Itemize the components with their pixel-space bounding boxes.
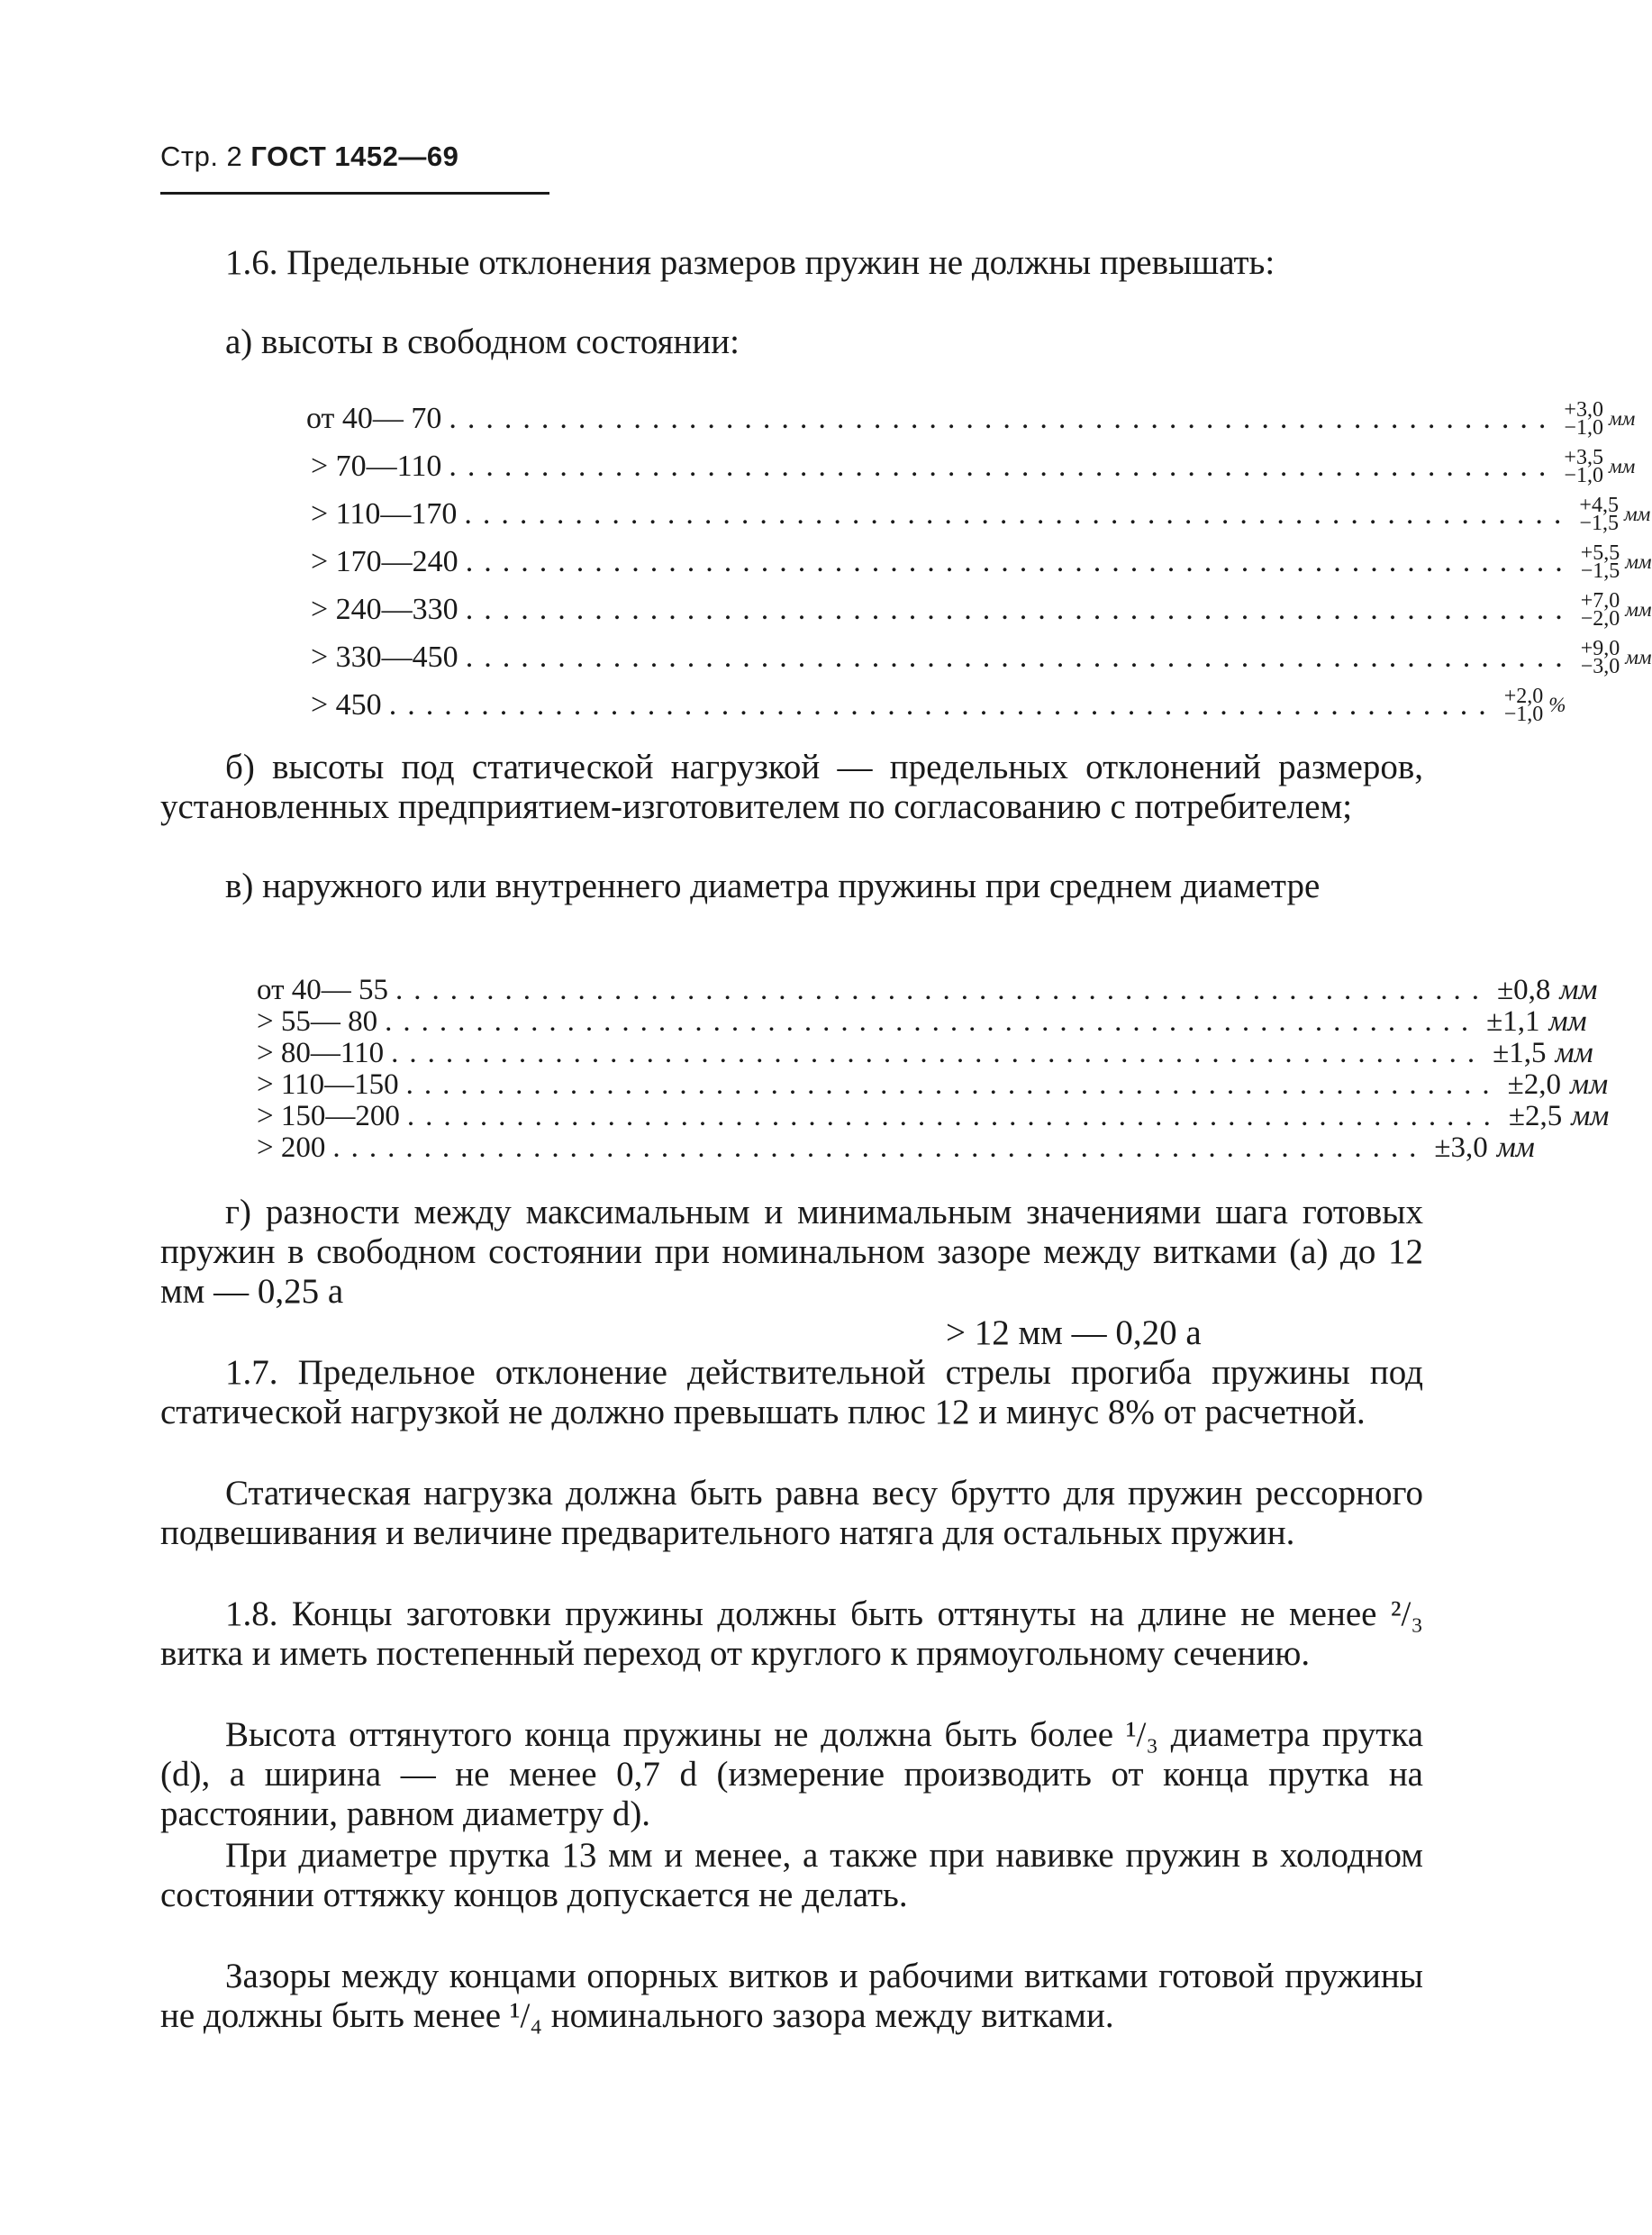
- lower-deviation: −1,5: [1579, 512, 1619, 535]
- diameter-unit: мм: [1548, 1005, 1587, 1038]
- diameter-tolerance: ±0,8: [1497, 974, 1551, 1006]
- lower-deviation: −1,5: [1580, 559, 1620, 583]
- height-row: [311, 541, 1652, 583]
- tolerance-stack: [1580, 637, 1620, 678]
- lower-deviation: −1,0: [1564, 464, 1603, 487]
- lower-deviation: −1,0: [1503, 703, 1544, 726]
- page-header: [160, 141, 458, 173]
- page-number: Стр. 2: [160, 141, 243, 172]
- diameter-row: [257, 1068, 1609, 1101]
- height-row: [311, 446, 1636, 487]
- height-range: > 240—330: [311, 593, 458, 626]
- dot-leader: ............................................................: [385, 1005, 1480, 1038]
- tolerance-unit: мм: [1625, 646, 1652, 668]
- lower-deviation: −1,0: [1564, 416, 1603, 440]
- section-1-8-text: 1.8. Концы заготовки пружины должны быть оттянуты на длине не менее ²/₃ витка и иметь постепенный переход от круглого к прямоугольному сечению.: [160, 1594, 1423, 1673]
- item-v-text: в) наружного или внутреннего диаметра пружины при среднем диаметре: [225, 867, 1321, 905]
- height-row: [311, 685, 1566, 726]
- tolerance-stack: [1580, 541, 1620, 583]
- diameter-unit: мм: [1571, 1100, 1610, 1132]
- tolerance-stack: [1580, 589, 1620, 631]
- diameter-unit: мм: [1555, 1037, 1593, 1069]
- bar-diameter-text: При диаметре прутка 13 мм и менее, а также при навивке пружин в холодном состоянии оттяжку концов допускается не делать.: [160, 1836, 1423, 1914]
- diameter-unit: мм: [1570, 1068, 1609, 1101]
- gaps-text: Зазоры между концами опорных витков и рабочими витками готовой пружины не должны быть менее ¹/₄ номинального зазора между витками.: [160, 1957, 1423, 2035]
- height-row: [311, 637, 1652, 678]
- upper-deviation: +4,5: [1579, 494, 1619, 517]
- item-a-heading: а) высоты в свободном состоянии:: [225, 323, 740, 361]
- diameter-row: [257, 1037, 1593, 1069]
- dot-leader: ............................................................: [449, 402, 1557, 435]
- diameter-range: > 150—200: [257, 1100, 400, 1132]
- upper-deviation: +3,0: [1564, 398, 1603, 422]
- diameter-range: > 200: [257, 1131, 326, 1164]
- dot-leader: ............................................................: [464, 497, 1573, 531]
- diameter-tolerance: ±2,0: [1507, 1068, 1562, 1101]
- tolerance-unit: мм: [1608, 455, 1636, 477]
- tolerance-stack: [1503, 685, 1544, 726]
- tolerance: [1579, 494, 1651, 535]
- pulled-end-height-text: Высота оттянутого конца пружины не должна быть более ¹/₃ диаметра прутка (d), а ширина — не менее 0,7 d (измерение производить от конца прутка на расстоянии, равном диаметру d).: [160, 1715, 1423, 1833]
- section-1-7-text: 1.7. Предельное отклонение действительной стрелы прогиба пружины под статической нагрузкой не должно превышать плюс 12 и минус 8% от расчетной.: [160, 1353, 1423, 1431]
- item-g-continuation: > 12 мм — 0,20 a: [946, 1313, 1202, 1352]
- lower-deviation: −3,0: [1580, 655, 1620, 678]
- lower-deviation: −2,0: [1580, 607, 1620, 631]
- tolerance-stack: [1564, 446, 1603, 487]
- height-range: > 70—110: [311, 450, 442, 483]
- dot-leader: ............................................................: [332, 1131, 1428, 1164]
- tolerance: [1564, 446, 1636, 487]
- tolerance: [1580, 589, 1652, 631]
- height-row: [311, 494, 1651, 535]
- item-b-text: б) высоты под статической нагрузкой — предельных отклонений размеров, установленных предприятием-изготовителем по согласованию с потребителем;: [160, 748, 1423, 826]
- height-range: > 110—170: [311, 497, 458, 531]
- dot-leader: ............................................................: [449, 450, 1557, 483]
- tolerance-unit: %: [1548, 694, 1566, 716]
- diameter-row: [257, 974, 1598, 1006]
- tolerance-unit: мм: [1625, 598, 1652, 621]
- standard-code: ГОСТ 1452—69: [250, 141, 459, 172]
- static-load-text: Статическая нагрузка должна быть равна весу брутто для пружин рессорного подвешивания и величине предварительного натяга для остальных пружин.: [160, 1474, 1423, 1552]
- diameter-tolerance: ±2,5: [1508, 1100, 1563, 1132]
- dot-leader: ............................................................: [388, 688, 1497, 722]
- tolerance-unit: мм: [1623, 503, 1651, 525]
- tolerance: [1580, 637, 1652, 678]
- upper-deviation: +9,0: [1580, 637, 1620, 660]
- diameter-range: > 110—150: [257, 1068, 399, 1101]
- height-row: [306, 398, 1636, 440]
- height-range: > 330—450: [311, 641, 458, 674]
- diameter-range: > 55— 80: [257, 1005, 378, 1038]
- tolerance-unit: мм: [1625, 550, 1652, 573]
- header-divider: [160, 192, 549, 195]
- dot-leader: ............................................................: [465, 545, 1574, 578]
- diameter-row: [257, 1005, 1587, 1038]
- tolerance: [1564, 398, 1636, 440]
- height-range: > 450: [311, 688, 382, 722]
- height-range: от 40— 70: [306, 402, 442, 435]
- upper-deviation: +5,5: [1580, 541, 1620, 565]
- tolerance-stack: [1564, 398, 1603, 440]
- height-range: > 170—240: [311, 545, 458, 578]
- dot-leader: ............................................................: [391, 1037, 1486, 1069]
- upper-deviation: +7,0: [1580, 589, 1620, 613]
- diameter-unit: мм: [1559, 974, 1598, 1006]
- dot-leader: ............................................................: [405, 1068, 1501, 1101]
- dot-leader: ............................................................: [465, 641, 1574, 674]
- tolerance-stack: [1579, 494, 1619, 535]
- diameter-range: > 80—110: [257, 1037, 385, 1069]
- diameter-row: [257, 1131, 1535, 1164]
- diameter-unit: мм: [1496, 1131, 1535, 1164]
- dot-leader: ............................................................: [406, 1100, 1502, 1132]
- diameter-tolerance: ±1,5: [1493, 1037, 1547, 1069]
- diameter-row: [257, 1100, 1610, 1132]
- tolerance: [1580, 541, 1652, 583]
- dot-leader: ............................................................: [465, 593, 1574, 626]
- upper-deviation: +3,5: [1564, 446, 1603, 469]
- tolerance-unit: мм: [1608, 407, 1636, 430]
- section-1-6-intro: 1.6. Предельные отклонения размеров пружин не должны превышать:: [225, 243, 1275, 282]
- tolerance: [1503, 685, 1566, 726]
- height-row: [311, 589, 1652, 631]
- upper-deviation: +2,0: [1503, 685, 1544, 708]
- diameter-tolerance: ±1,1: [1486, 1005, 1540, 1038]
- diameter-tolerance: ±3,0: [1434, 1131, 1488, 1164]
- item-g-text: г) разности между максимальным и минимальным значениями шага готовых пружин в свободном состоянии при номинальном зазоре между витками (a) до 12 мм — 0,25 a: [160, 1193, 1423, 1311]
- diameter-range: от 40— 55: [257, 974, 388, 1006]
- dot-leader: ............................................................: [395, 974, 1490, 1006]
